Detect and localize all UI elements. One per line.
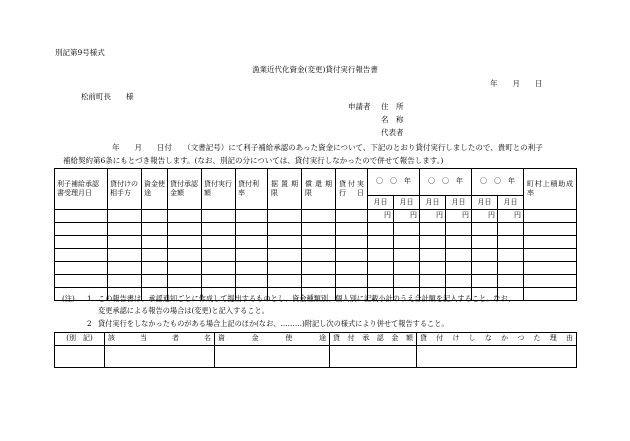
note-2-number: 2 xyxy=(87,319,92,328)
table-cell[interactable] xyxy=(336,249,368,262)
table-cell[interactable] xyxy=(268,223,302,236)
table-cell[interactable] xyxy=(108,223,142,236)
header-reason-not-executed: 貸付けしなかつた理由 xyxy=(417,333,577,346)
table-cell[interactable] xyxy=(394,275,420,288)
header-fiscal-year-1: 〇 〇 年 xyxy=(368,169,420,196)
header-executed-amount: 貸付実行額 xyxy=(202,169,236,210)
yen-unit: 円 xyxy=(446,210,472,223)
date-line: 年 月 日 xyxy=(490,79,543,88)
table-cell[interactable] xyxy=(368,275,394,288)
table-cell[interactable] xyxy=(420,223,446,236)
table-cell[interactable] xyxy=(302,249,336,262)
table-cell[interactable] xyxy=(472,249,498,262)
note-1-number: 1 xyxy=(87,294,92,303)
yen-unit: 円 xyxy=(420,210,446,223)
table-cell[interactable] xyxy=(446,275,472,288)
table-cell[interactable] xyxy=(168,262,202,275)
table-cell[interactable] xyxy=(420,275,446,288)
table-cell[interactable] xyxy=(168,236,202,249)
applicant-label: 申請者 xyxy=(348,102,371,111)
table-cell[interactable] xyxy=(55,346,105,368)
notes-label: (注) xyxy=(62,294,75,303)
table-cell[interactable] xyxy=(302,275,336,288)
table-cell[interactable] xyxy=(446,262,472,275)
form-title: 漁業近代化資金(変更)貸付実行報告書 xyxy=(252,65,378,74)
table-cell[interactable] xyxy=(55,262,108,275)
table-cell[interactable] xyxy=(394,236,420,249)
header-fiscal-year-2: 〇 〇 年 xyxy=(420,169,472,196)
body-text-line1: 年 月 日付 （文書記号）にて利子補給承認のあった資金について、下記のとおり貸付実行しましたので、貴町との利子 xyxy=(112,143,543,152)
name-label: 名 称 xyxy=(381,115,404,124)
table-header-row xyxy=(55,169,577,196)
subheader-month-day: 月日 xyxy=(446,196,472,210)
table-cell[interactable] xyxy=(336,275,368,288)
addressee: 松前町長 様 xyxy=(81,92,134,101)
table-cell[interactable] xyxy=(55,249,108,262)
table-cell[interactable] xyxy=(420,236,446,249)
table-cell[interactable] xyxy=(417,346,577,368)
table-cell[interactable] xyxy=(142,249,168,262)
yen-unit: 円 xyxy=(394,210,420,223)
table-cell[interactable] xyxy=(498,275,524,288)
table-row xyxy=(55,249,577,262)
table-cell[interactable] xyxy=(142,262,168,275)
subheader-month-day: 月日 xyxy=(368,196,394,210)
table-cell[interactable] xyxy=(108,275,142,288)
table-cell[interactable] xyxy=(336,262,368,275)
table-cell[interactable] xyxy=(336,236,368,249)
table-cell[interactable] xyxy=(108,262,142,275)
subheader-month-day: 月日 xyxy=(420,196,446,210)
table-cell[interactable] xyxy=(55,236,108,249)
header-deferment-period: 据置期限 xyxy=(268,169,302,210)
header-subsidy-rate: 町村上積助成率 xyxy=(524,169,577,210)
table-cell[interactable] xyxy=(394,262,420,275)
address-label: 住 所 xyxy=(381,102,404,111)
table-cell[interactable] xyxy=(524,275,577,288)
note-1-line2: 変更承認による報告の場合は(変更)と記入すること。 xyxy=(98,306,269,315)
table-cell[interactable] xyxy=(498,249,524,262)
table-row xyxy=(55,262,577,275)
table-cell[interactable] xyxy=(168,210,202,223)
table-cell[interactable] xyxy=(168,249,202,262)
table-cell[interactable] xyxy=(336,223,368,236)
table-cell[interactable] xyxy=(55,275,108,288)
header-interest-rate: 貸付利率 xyxy=(236,169,268,210)
table-cell[interactable] xyxy=(368,223,394,236)
table-cell[interactable] xyxy=(202,262,236,275)
header-repayment-period: 償還期限 xyxy=(302,169,336,210)
table-cell[interactable] xyxy=(330,346,417,368)
subheader-month-day: 月日 xyxy=(394,196,420,210)
table-cell[interactable] xyxy=(302,210,336,223)
table-cell[interactable] xyxy=(368,262,394,275)
header-person-name: 該当者名 xyxy=(105,333,215,346)
table-cell[interactable] xyxy=(236,262,268,275)
table-cell[interactable] xyxy=(268,275,302,288)
table-cell[interactable] xyxy=(420,249,446,262)
table-cell[interactable] xyxy=(142,223,168,236)
table-cell[interactable] xyxy=(215,346,330,368)
table-cell[interactable] xyxy=(524,262,577,275)
table-cell[interactable] xyxy=(394,223,420,236)
subheader-month-day: 月日 xyxy=(498,196,524,210)
header-borrower: 貸付けの相手方 xyxy=(108,169,142,210)
table-cell[interactable] xyxy=(142,236,168,249)
table-cell[interactable] xyxy=(446,236,472,249)
table-cell[interactable] xyxy=(236,275,268,288)
representative-label: 代表者 xyxy=(381,128,404,137)
subheader-month-day: 月日 xyxy=(472,196,498,210)
body-text-line2: 補給契約第6条にもとづき報告します。(なお、別記の分については、貸付実行しなかったので併せて報告します。) xyxy=(63,156,444,165)
table-cell[interactable] xyxy=(446,249,472,262)
header-approved-amount: 貸付承認金額 xyxy=(330,333,417,346)
table-row xyxy=(55,210,577,223)
table-cell[interactable] xyxy=(498,262,524,275)
table-cell[interactable] xyxy=(524,288,577,301)
attachment-row xyxy=(55,346,577,368)
table-cell[interactable] xyxy=(236,236,268,249)
yen-unit: 円 xyxy=(368,210,394,223)
table-cell[interactable] xyxy=(302,262,336,275)
table-cell[interactable] xyxy=(236,249,268,262)
table-cell[interactable] xyxy=(420,262,446,275)
table-cell[interactable] xyxy=(524,236,577,249)
attachment-header-label: (別 記) xyxy=(55,333,105,346)
table-cell[interactable] xyxy=(202,236,236,249)
table-cell[interactable] xyxy=(336,210,368,223)
report-table xyxy=(54,168,577,301)
attachment-table xyxy=(54,332,577,368)
table-cell[interactable] xyxy=(268,249,302,262)
table-cell[interactable] xyxy=(446,223,472,236)
yen-unit: 円 xyxy=(498,210,524,223)
table-cell[interactable] xyxy=(472,236,498,249)
table-cell[interactable] xyxy=(105,346,215,368)
table-cell[interactable] xyxy=(202,275,236,288)
table-cell[interactable] xyxy=(472,262,498,275)
header-fund-use: 資金使途 xyxy=(142,169,168,210)
table-cell[interactable] xyxy=(368,236,394,249)
table-cell[interactable] xyxy=(55,223,108,236)
table-cell[interactable] xyxy=(524,223,577,236)
table-cell[interactable] xyxy=(498,236,524,249)
header-receipt-date: 利子補給承認書受理月日 xyxy=(55,169,108,210)
table-row xyxy=(55,223,577,236)
table-cell[interactable] xyxy=(498,223,524,236)
table-row xyxy=(55,275,577,288)
table-cell[interactable] xyxy=(268,210,302,223)
table-cell[interactable] xyxy=(368,249,394,262)
table-cell[interactable] xyxy=(108,210,142,223)
table-cell[interactable] xyxy=(472,223,498,236)
table-cell[interactable] xyxy=(108,249,142,262)
table-cell[interactable] xyxy=(168,223,202,236)
table-cell[interactable] xyxy=(236,223,268,236)
header-approved-amount: 貸付承認金額 xyxy=(168,169,202,210)
attachment-header-row xyxy=(55,333,577,346)
table-cell[interactable] xyxy=(108,236,142,249)
yen-unit: 円 xyxy=(472,210,498,223)
header-execution-date: 貸付実行日 xyxy=(336,169,368,210)
table-cell[interactable] xyxy=(524,249,577,262)
table-cell[interactable] xyxy=(302,223,336,236)
header-fiscal-year-3: 〇 〇 年 xyxy=(472,169,524,196)
table-cell[interactable] xyxy=(168,275,202,288)
table-cell[interactable] xyxy=(142,210,168,223)
table-cell[interactable] xyxy=(142,275,168,288)
form-number: 別記第9号様式 xyxy=(55,48,105,57)
note-1-line1: この報告書は、承認通知ごとに作成して提出するものとし、資金種類別、個人別に記載小計のうえ合計額を記入すること。なお、 xyxy=(98,294,515,303)
table-cell[interactable] xyxy=(472,275,498,288)
table-cell[interactable] xyxy=(268,236,302,249)
header-fund-use: 資金使途 xyxy=(215,333,330,346)
table-cell[interactable] xyxy=(202,223,236,236)
table-cell[interactable] xyxy=(55,210,108,223)
table-row xyxy=(55,236,577,249)
table-cell[interactable] xyxy=(268,262,302,275)
table-cell[interactable] xyxy=(394,249,420,262)
table-cell[interactable] xyxy=(236,210,268,223)
note-2-text: 貸付実行をしなかったものがある場合上記のほか(なお、………)附記し次の様式により併せて報告すること。 xyxy=(98,319,449,328)
table-cell[interactable] xyxy=(524,210,577,223)
table-cell[interactable] xyxy=(202,210,236,223)
table-cell[interactable] xyxy=(302,236,336,249)
table-cell[interactable] xyxy=(202,249,236,262)
